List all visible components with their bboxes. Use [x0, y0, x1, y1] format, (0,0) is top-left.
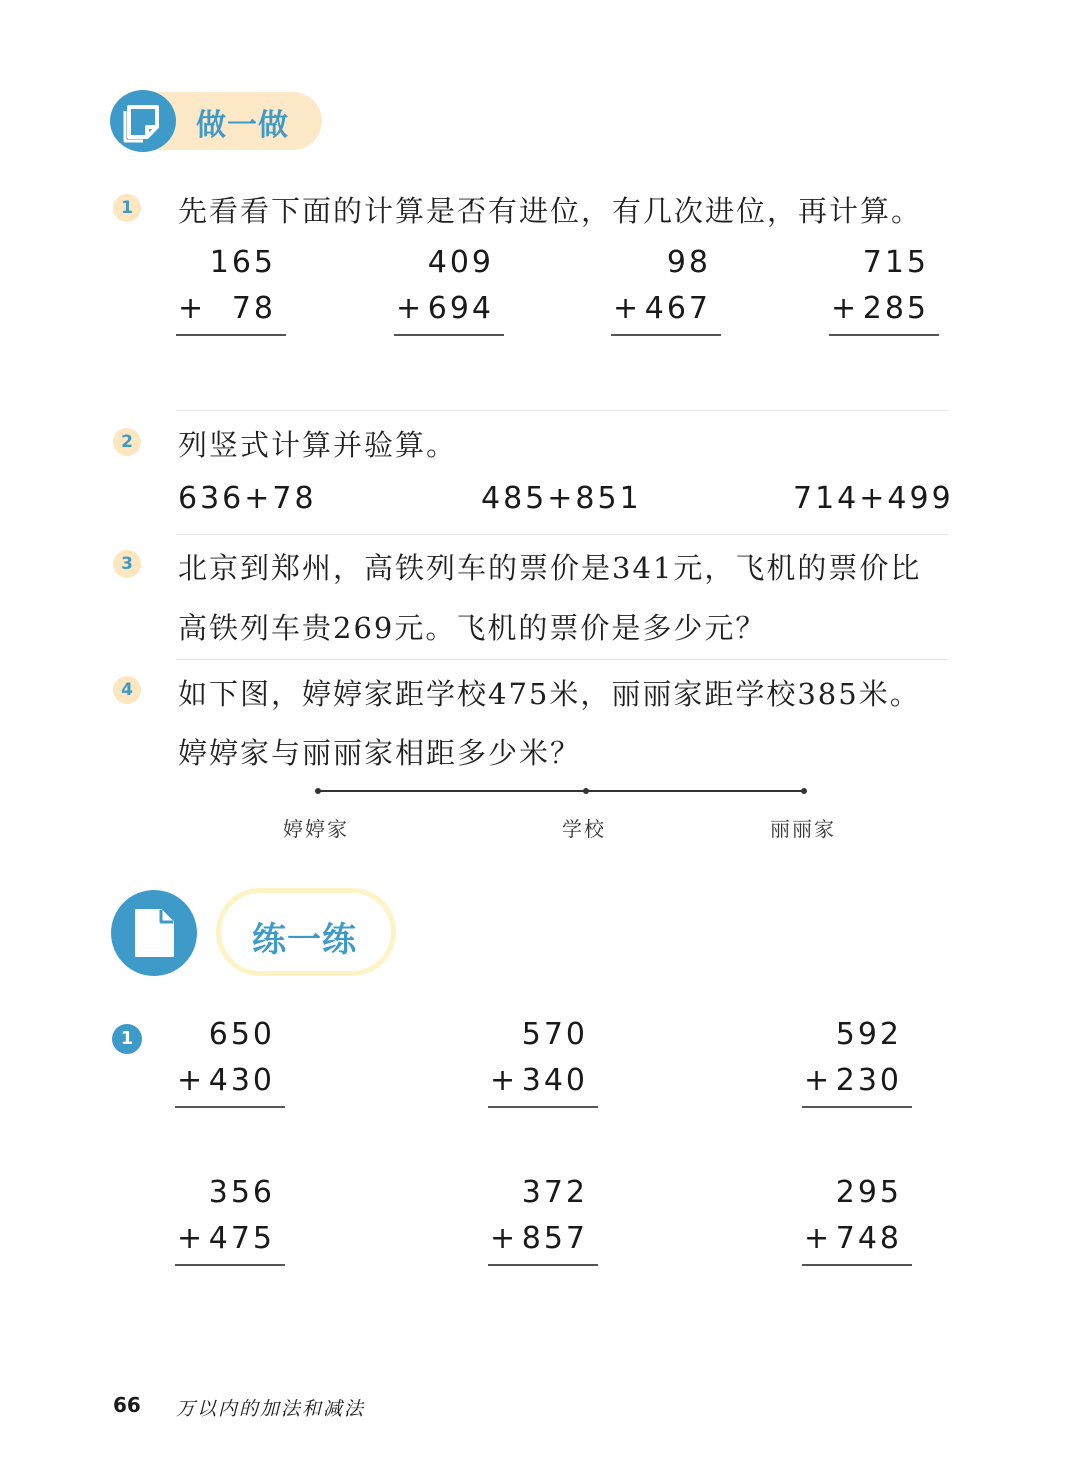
section-icon-badge: [110, 90, 176, 152]
plus-sign: +: [490, 1221, 519, 1256]
plus-sign: +: [613, 291, 642, 326]
question-number-badge: 3: [113, 550, 141, 578]
sum-line: [175, 1264, 285, 1266]
addend-top: 715: [862, 245, 929, 280]
addend-top: 592: [835, 1017, 902, 1052]
section-icon-badge: [111, 890, 197, 976]
section-title-practice: 练一练: [252, 920, 357, 960]
addend-bottom: 285: [862, 291, 929, 326]
sticky-note-icon: [110, 90, 176, 152]
question-text: 婷婷家与丽丽家相距多少米？: [178, 736, 582, 770]
question-number-badge: 1: [113, 194, 141, 222]
plus-sign: +: [804, 1063, 833, 1098]
divider: [176, 659, 948, 660]
addend-bottom: 857: [521, 1221, 588, 1256]
vertical-addition: [802, 1012, 912, 1108]
sum-line: [175, 1106, 285, 1108]
vertical-addition: [175, 1012, 285, 1108]
point-school: [583, 788, 589, 794]
question-number-badge: 4: [113, 676, 141, 704]
question-text: 如下图，婷婷家距学校475米，丽丽家距学校385米。: [178, 677, 921, 711]
plus-sign: +: [804, 1221, 833, 1256]
expression: 636+78: [178, 481, 317, 516]
vertical-addition: [488, 1170, 598, 1266]
plus-sign: +: [396, 291, 425, 326]
point-tingting-home: [315, 788, 321, 794]
addend-bottom: 748: [835, 1221, 902, 1256]
addend-bottom: 467: [644, 291, 711, 326]
divider: [176, 534, 948, 535]
vertical-addition: [488, 1012, 598, 1108]
question-text: 北京到郑州，高铁列车的票价是341元，飞机的票价比: [178, 551, 922, 585]
vertical-addition: [802, 1170, 912, 1266]
addend-top: 372: [521, 1175, 588, 1210]
plus-sign: +: [177, 1221, 206, 1256]
plus-sign: +: [177, 1063, 206, 1098]
sum-line: [488, 1264, 598, 1266]
sum-line: [176, 334, 286, 336]
question-text: 高铁列车贵269元。飞机的票价是多少元？: [178, 611, 767, 645]
question-text: 先看看下面的计算是否有进位，有几次进位，再计算。: [178, 194, 923, 228]
vertical-addition: [829, 240, 939, 336]
addend-top: 295: [835, 1175, 902, 1210]
distance-line-diagram: [300, 780, 820, 802]
addend-bottom: 340: [521, 1063, 588, 1098]
place-label: 学校: [562, 817, 606, 841]
question-text: 列竖式计算并验算。: [178, 428, 458, 462]
addend-top: 98: [666, 245, 711, 280]
page-number: 66: [113, 1393, 141, 1417]
plus-sign: +: [490, 1063, 519, 1098]
addend-top: 570: [521, 1017, 588, 1052]
addend-bottom: 230: [835, 1063, 902, 1098]
expression: 714+499: [793, 481, 954, 516]
vertical-addition: [611, 240, 721, 336]
plus-sign: +: [831, 291, 860, 326]
sum-line: [802, 1264, 912, 1266]
question-number-badge: 2: [113, 428, 141, 456]
vertical-addition: [176, 240, 286, 336]
expression: 485+851: [481, 481, 642, 516]
addend-top: 409: [427, 245, 494, 280]
sum-line: [488, 1106, 598, 1108]
vertical-addition: [175, 1170, 285, 1266]
vertical-addition: [394, 240, 504, 336]
addend-top: 165: [209, 245, 276, 280]
plus-sign: +: [178, 291, 207, 326]
place-label: 丽丽家: [770, 817, 836, 841]
addend-bottom: 78: [231, 291, 276, 326]
document-icon: [111, 890, 197, 976]
question-number-badge: 1: [112, 1024, 142, 1054]
addend-top: 356: [208, 1175, 275, 1210]
sum-line: [394, 334, 504, 336]
addend-bottom: 694: [427, 291, 494, 326]
sum-line: [829, 334, 939, 336]
addend-top: 650: [208, 1017, 275, 1052]
addend-bottom: 430: [208, 1063, 275, 1098]
sum-line: [802, 1106, 912, 1108]
place-label: 婷婷家: [283, 817, 349, 841]
section-title-do: 做一做: [196, 108, 289, 143]
addend-bottom: 475: [208, 1221, 275, 1256]
divider: [176, 410, 948, 411]
sum-line: [611, 334, 721, 336]
chapter-title: 万以内的加法和减法: [176, 1398, 366, 1420]
point-lili-home: [801, 788, 807, 794]
